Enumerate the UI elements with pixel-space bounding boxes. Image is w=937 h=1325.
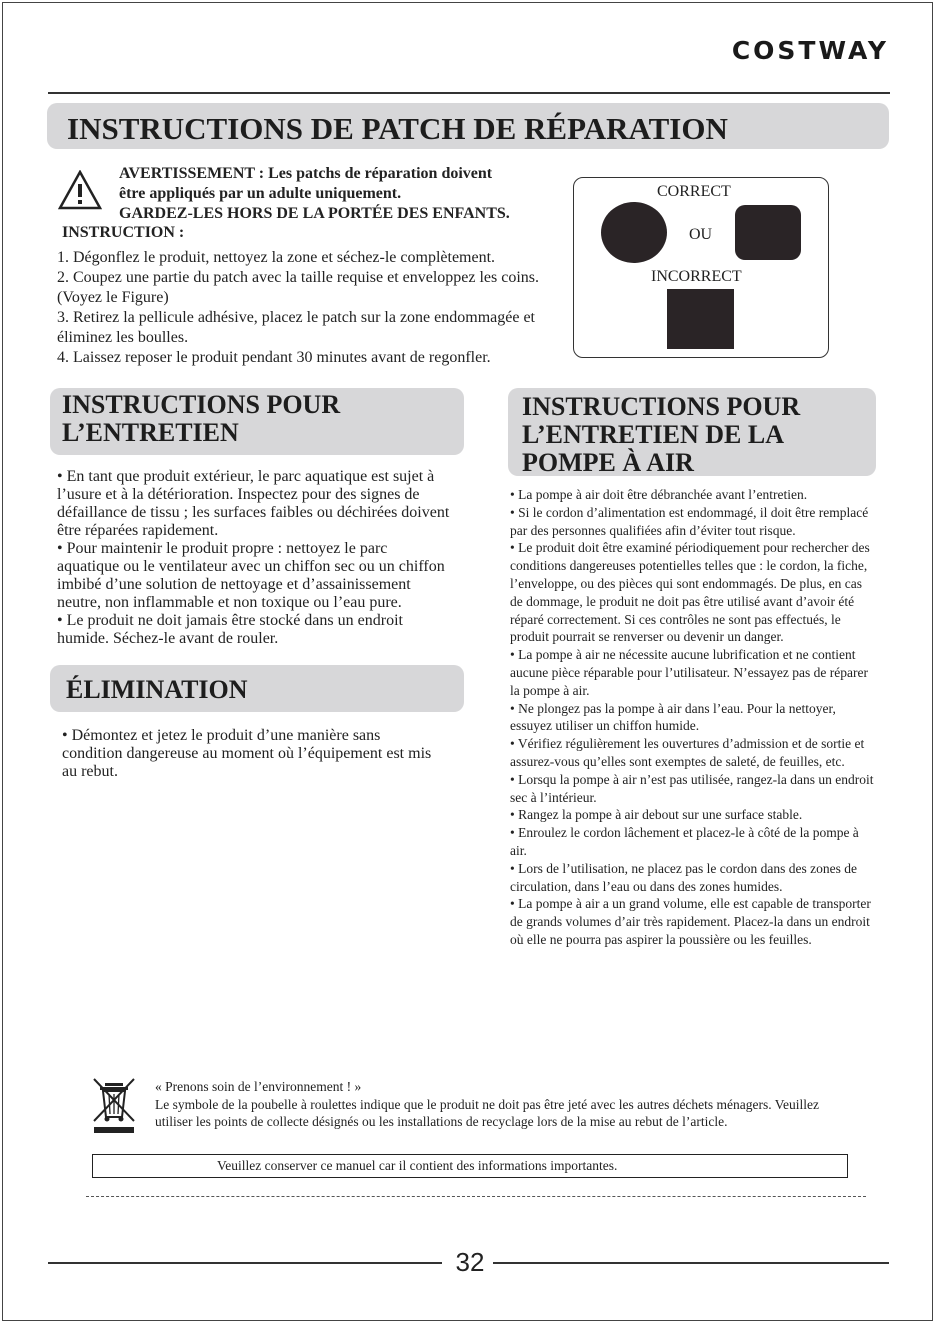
environment-text: Le symbole de la poubelle à roulettes indique que le produit ne doit pas être jeté avec les autres déchets ménagers. Veuillez utiliser les points de collecte désignés ou les installations de recyclage lors de la mise au rebut de l’article. [155, 1096, 820, 1129]
elimination-text: • Démontez et jetez le produit d’une manière sans condition dangereuse au moment où l’équipement est mis au rebut. [62, 727, 432, 780]
dashed-divider [86, 1196, 866, 1197]
weee-crossed-bin-icon [92, 1077, 136, 1135]
repair-steps [57, 248, 557, 368]
pompe-paragraph-6: • Vérifiez régulièrement les ouvertures d’admission et de sortie et assurez-vous qu’elles sont exemptes de saleté, de feuilles, etc. [510, 736, 865, 769]
pompe-paragraph-11: • La pompe à air a un grand volume, elle est capable de transporter de grands volumes d’air très rapidement. Placez-la dans un endroit où elle ne pourra pas aspirer la poussière ou les feuilles. [510, 896, 871, 947]
page-number: 32 [455, 1247, 485, 1277]
entretien-title-line-2: L’ENTRETIEN [62, 418, 239, 447]
elimination-section-title: ÉLIMINATION [50, 665, 464, 712]
warning-line-1: AVERTISSEMENT : Les patchs de réparation doivent [119, 165, 493, 182]
header-rule [48, 92, 890, 94]
pompe-paragraph-9: • Enroulez le cordon lâchement et placez-le à côté de la pompe à air. [510, 825, 859, 858]
pompe-title-line-2: L’ENTRETIEN DE LA [522, 420, 785, 449]
footer-rule-left [48, 1262, 442, 1264]
pompe-paragraph-1: • La pompe à air doit être débranchée avant l’entretien. [510, 487, 808, 502]
entretien-paragraph-3: • Le produit ne doit jamais être stocké dans un endroit humide. Séchez-le avant de rouler. [57, 612, 403, 647]
pompe-paragraph-8: • Rangez la pompe à air debout sur une surface stable. [510, 807, 803, 823]
entretien-text [57, 468, 452, 648]
step-2: 2. Coupez une partie du patch avec la taille requise et enveloppez les coins. (Voyez le Figure) [57, 269, 540, 306]
environment-heading: « Prenons soin de l’environnement ! » [155, 1079, 362, 1094]
warning-text [119, 164, 510, 224]
figure-ou-label: OU [689, 226, 713, 243]
pompe-title-line-3: POMPE À AIR [522, 448, 694, 477]
warning-line-2: être appliqués par un adulte uniquement. [119, 185, 402, 202]
pompe-paragraph-7: • Lorsqu la pompe à air n’est pas utilisée, rangez-la dans un endroit sec à l’intérieur. [510, 771, 874, 805]
warning-line-3: GARDEZ-LES HORS DE LA PORTÉE DES ENFANTS. [119, 205, 510, 222]
figure-incorrect-label: INCORRECT [651, 268, 742, 285]
pompe-text [510, 486, 875, 949]
step-3: 3. Retirez la pellicule adhésive, placez le patch sur la zone endommagée et éliminez les boulles. [57, 309, 535, 346]
pompe-paragraph-5: • Ne plongez pas la pompe à air dans l’eau. Pour la nettoyer, essuyez utiliser un chiffon humide. [510, 700, 836, 734]
pompe-paragraph-10: • Lors de l’utilisation, ne placez pas le cordon dans des zones de circulation, dans l’eau ou dans des zones humides. [510, 860, 857, 894]
pompe-paragraph-2: • Si le cordon d’alimentation est endommagé, il doit être remplacé par des personnes qualifiées afin d’éviter tout risque. [510, 504, 869, 538]
pompe-paragraph-4: • La pompe à air ne nécessite aucune lubrification et ne contient aucune pièce réparable pour l’utilisateur. N’essayez pas de réparer la pompe à air. [510, 647, 868, 698]
entretien-paragraph-2: • Pour maintenir le produit propre : nettoyez le parc aquatique ou le ventilateur avec un chiffon sec ou un chiffon imbibé d’une solution de nettoyage et d’assainissement neutre, non inflammable et non toxique ou l’eau pure. [57, 540, 445, 611]
entretien-paragraph-1: • En tant que produit extérieur, le parc aquatique est sujet à l’usure et à la détérioration. Inspectez pour des signes de défaillance de tissu ; les surfaces faibles ou déchirées doivent être réparées rapidement. [57, 468, 450, 539]
step-4: 4. Laissez reposer le produit pendant 30 minutes avant de regonfler. [57, 349, 491, 366]
footer-rule-right [493, 1262, 889, 1264]
entretien-title-line-1: INSTRUCTIONS POUR [62, 390, 341, 419]
keep-manual-notice: Veuillez conserver ce manuel car il contient des informations importantes. [92, 1154, 848, 1178]
pompe-section-title [508, 388, 876, 476]
figure-correct-label: CORRECT [657, 183, 731, 200]
step-1: 1. Dégonflez le produit, nettoyez la zone et séchez-le complètement. [57, 249, 496, 266]
round-patch-shape [601, 202, 667, 263]
environment-notice [155, 1078, 855, 1131]
instruction-label: INSTRUCTION : [62, 224, 185, 241]
entretien-section-title [50, 388, 464, 455]
warning-icon [58, 170, 102, 210]
patch-section-title: INSTRUCTIONS DE PATCH DE RÉPARATION [47, 103, 889, 149]
rounded-patch-shape [735, 205, 801, 260]
pompe-paragraph-3: • Le produit doit être examiné périodiquement pour rechercher des conditions dangereuses potentielles telles que : le cordon, la fiche, l’enveloppe, ou des pièces qui sont endommagés. De plus, en cas de dommage, le produit ne doit pas être utilisé avant d’avoir été réparé correctement. Si ces contrôles ne sont pas effectués, le produit pourrait se renverser ou devenir un danger. [510, 540, 870, 645]
pompe-title-line-1: INSTRUCTIONS POUR [522, 392, 801, 421]
square-patch-shape [667, 289, 734, 349]
brand-logo: COSTWAY [731, 36, 889, 65]
